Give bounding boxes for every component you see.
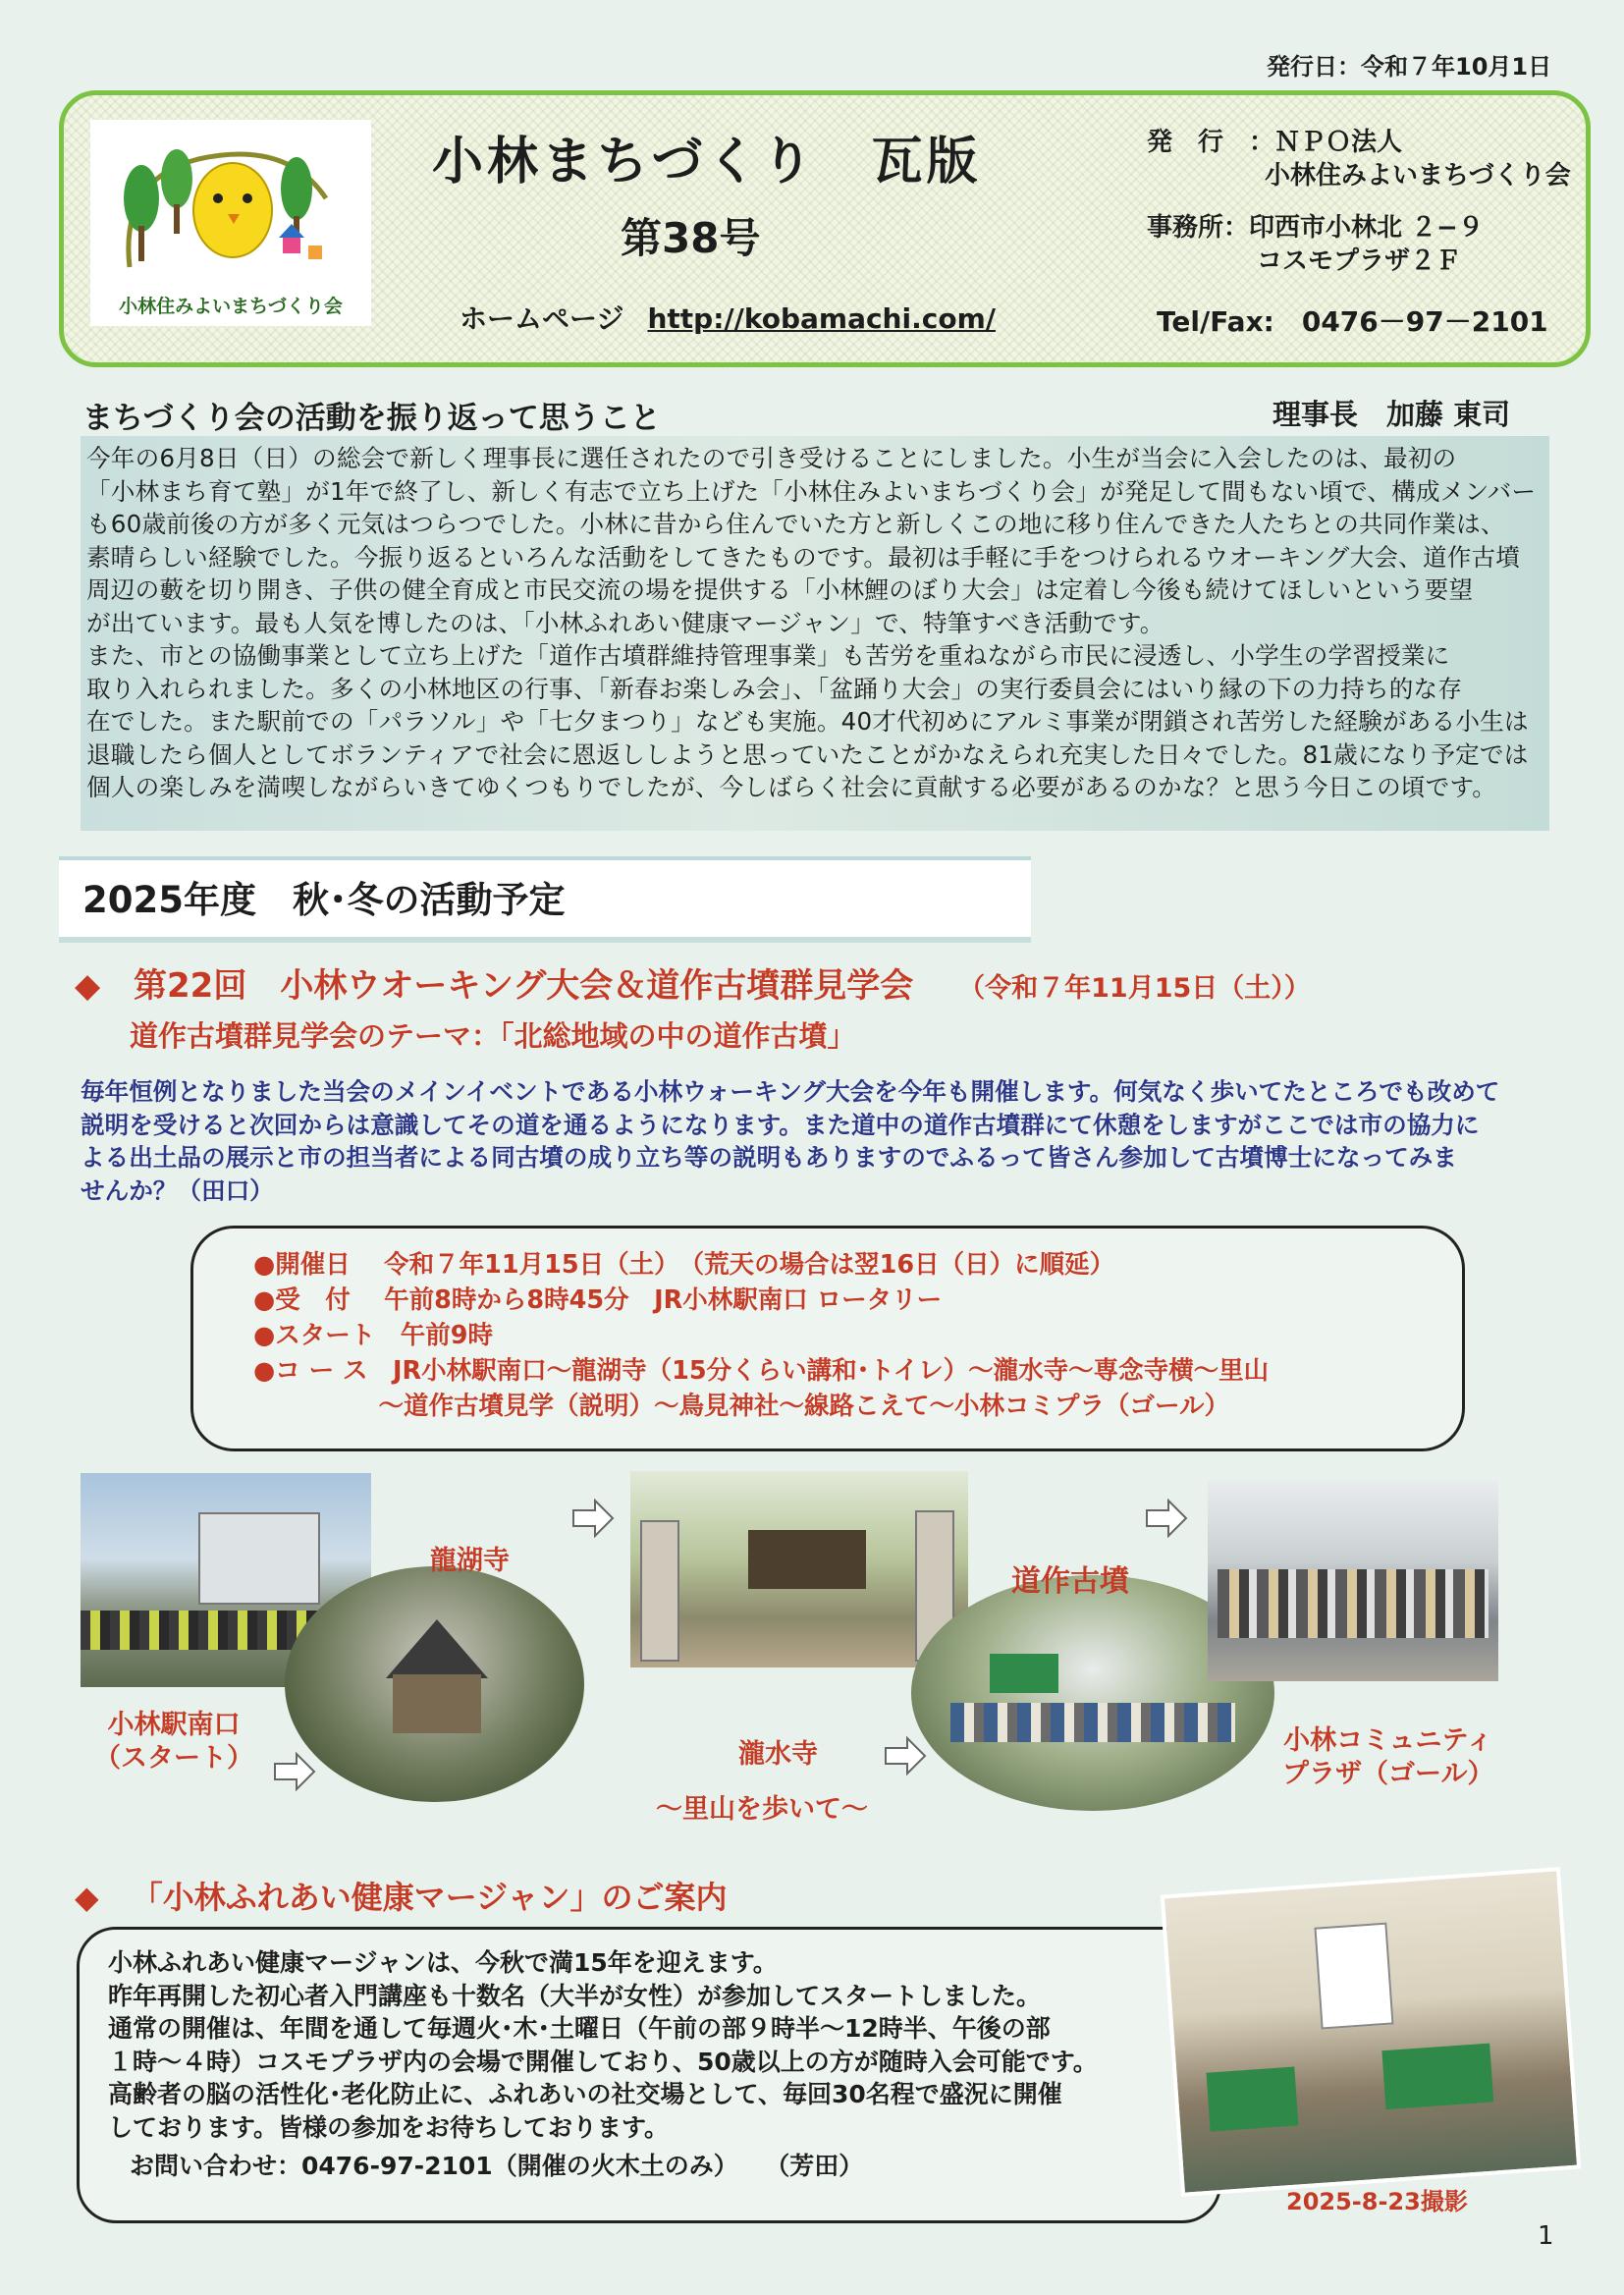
inquiry-contact: （芳田） bbox=[777, 2152, 864, 2180]
photo-community-plaza bbox=[1208, 1481, 1498, 1681]
caption-start: 小林駅南口 （スタート） bbox=[94, 1710, 253, 1774]
message-line: 素晴らしい経験でした。今振り返るといろんな活動をしてきたものです。最初は手軽に手をつけられるウオーキング大会、道作古墳 bbox=[86, 542, 1521, 572]
message-line: 個人の楽しみを満喫しながらいきてゆくつもりでしたが、今しばらく社会に貢献する必要があるのかな？と思う今日この頃です。 bbox=[86, 773, 1497, 801]
message-line: 退職したら個人としてボランティアで社会に恩返ししようと思っていたことがかなえられ充実した日々でした。81歳になり予定では bbox=[86, 739, 1529, 769]
event2-heading bbox=[75, 1873, 727, 1918]
inquiry-text: お問い合わせ：0476-97-2101（開催の火木土のみ） bbox=[130, 2152, 738, 2180]
info-date: ●開催日 令和７年11月15日（土） （荒天の場合は翌16日（日）に順延） bbox=[253, 1250, 1115, 1280]
info-course: ●コ ー ス JR小林駅南口～龍湖寺（15分くらい講和･トイレ）～瀧水寺～専念寺横～里山 bbox=[253, 1356, 1270, 1386]
event2-line: 小林ふれあい健康マージャンは、今秋で満15年を迎えます。 bbox=[108, 1948, 778, 1977]
event1-description bbox=[81, 1075, 1553, 1207]
issue-date: 発行日：令和７年10月1日 bbox=[1267, 53, 1552, 81]
arrow-right-icon bbox=[571, 1499, 615, 1538]
event1-desc-line: 毎年恒例となりました当会のメインイベントである小林ウォーキング大会を今年も開催します。何気なく歩いてたところでも改めて bbox=[81, 1077, 1500, 1106]
info-reception: ●受 付 午前8時から8時45分 JR小林駅南口 ロータリー bbox=[253, 1285, 943, 1315]
message-line: も60歳前後の方が多く元気はつらつでした。小林に昔から住んでいた方と新しくこの地に移り住んできた人たちとの共同作業は、 bbox=[86, 510, 1505, 538]
message-line: が出ています。最も人気を博したのは、「小林ふれあい健康マージャン」で、特筆すべき活動です。 bbox=[86, 608, 1164, 637]
caption-satoyama: ～里山を歩いて～ bbox=[656, 1794, 868, 1825]
event1-heading bbox=[75, 958, 1311, 1007]
event1-desc-line: よる出土品の展示と市の担当者による同古墳の成り立ち等の説明もありますのでふるって皆さん参加して古墳博士になってみま bbox=[81, 1143, 1457, 1172]
message-line: 周辺の藪を切り開き、子供の健全育成と市民交流の場を提供する「小林鯉のぼり大会」は定着し今後も続けてほしいという要望 bbox=[86, 575, 1474, 604]
message-line: また、市との協働事業として立ち上げた「道作古墳群維持管理事業」も苦労を重ねながら市民に浸透し、小学生の学習授業に bbox=[86, 641, 1450, 670]
page-number: 1 bbox=[1538, 2221, 1554, 2251]
event2-text bbox=[108, 1946, 1208, 2144]
message-author: 理事長 加藤 東司 bbox=[1272, 398, 1511, 431]
event2-line: 高齢者の脳の活性化･老化防止に、ふれあいの社交場として、毎回30名程で盛況に開催 bbox=[108, 2080, 1062, 2108]
event1-date: （令和７年11月15日（土）） bbox=[958, 973, 1311, 1004]
caption-kofun: 道作古墳 bbox=[1011, 1564, 1129, 1599]
arrow-right-icon bbox=[884, 1736, 927, 1776]
event2-inquiry bbox=[130, 2147, 863, 2182]
event1-title: 第22回 小林ウオーキング大会＆道作古墳群見学会 bbox=[134, 966, 914, 1006]
chick-logo-icon bbox=[90, 120, 371, 326]
arrow-right-icon bbox=[273, 1752, 316, 1791]
diamond-bullet-icon: ◆ bbox=[75, 1879, 99, 1916]
message-line: 今年の6月8日（日）の総会で新しく理事長に選任されたので引き受けることにしました。小生が当会に入会したのは、最初の bbox=[86, 444, 1457, 472]
photo-mahjong bbox=[1161, 1867, 1581, 2197]
office bbox=[1147, 211, 1484, 278]
info-course-cont: ～道作古墳見学（説明）～鳥見神社～線路こえて～小林コミプラ（ゴール） bbox=[253, 1392, 1229, 1421]
message-title: まちづくり会の活動を振り返って思うこと bbox=[82, 401, 661, 436]
newsletter-title: 小林まちづくり 瓦版 bbox=[432, 133, 982, 191]
photo-rosuiji bbox=[630, 1471, 968, 1667]
homepage-link[interactable]: http://kobamachi.com/ bbox=[647, 302, 996, 335]
plan-title: 2025年度 秋･冬の活動予定 bbox=[82, 879, 566, 921]
event2-line: 昨年再開した初心者入門講座も十数名（大半が女性）が参加してスタートしました。 bbox=[108, 1981, 1042, 2010]
event2-line: １時～４時）コスモプラザ内の会場で開催しており、50歳以上の方が随時入会可能です。 bbox=[108, 2047, 1098, 2076]
svg-text:小林住みよいまちづくり会: 小林住みよいまちづくり会 bbox=[119, 296, 343, 317]
event2-title: 「小林ふれあい健康マージャン」のご案内 bbox=[131, 1879, 728, 1916]
publisher bbox=[1147, 126, 1571, 192]
publisher-name: 小林住みよいまちづくり会 bbox=[1265, 161, 1571, 191]
info-start: ●スタート 午前9時 bbox=[253, 1321, 493, 1350]
logo bbox=[90, 120, 371, 326]
message-line: 「小林まち育て塾」が1年で終了し、新しく有志で立ち上げた「小林住みよいまちづくり会」が発足して間もない頃で、構成メンバー bbox=[86, 476, 1537, 506]
caption-goal: 小林コミュニティ プラザ（ゴール） bbox=[1282, 1725, 1494, 1789]
issue-number: 第38号 bbox=[621, 214, 761, 262]
arrow-right-icon bbox=[1145, 1499, 1188, 1538]
diamond-bullet-icon: ◆ bbox=[75, 966, 101, 1006]
caption-ryukoji: 龍湖寺 bbox=[430, 1546, 510, 1576]
event2-line: しております。皆様の参加をお待ちしております。 bbox=[108, 2112, 670, 2142]
message-line: 在でした。また駅前での「パラソル」や「七夕まつり」なども実施。40才代初めにアルミ事業が閉鎖され苦労した経験がある小生は bbox=[86, 707, 1529, 736]
event1-desc-line: せんか？（田口） bbox=[81, 1175, 274, 1205]
photo-date: 2025-8-23撮影 bbox=[1286, 2188, 1468, 2215]
event1-desc-line: 説明を受けると次回からは意識してその道を通るようになります。また道中の道作古墳群にて休憩をしますがここでは市の協力に bbox=[81, 1110, 1480, 1139]
caption-rosuiji: 瀧水寺 bbox=[738, 1739, 818, 1770]
event2-line: 通常の開催は、年間を通して毎週火･木･土曜日（午前の部９時半～12時半、午後の部 bbox=[108, 2014, 1051, 2043]
message-body bbox=[81, 436, 1549, 831]
event1-theme: 道作古墳群見学会のテーマ：「北総地域の中の道作古墳」 bbox=[130, 1019, 856, 1053]
office-address: 事務所：印西市小林北 ２−９ bbox=[1147, 213, 1484, 243]
homepage-label: ホームページ bbox=[460, 302, 624, 335]
publisher-label: 発 行 ：ＮＰＯ法人 bbox=[1147, 128, 1403, 157]
homepage bbox=[460, 298, 996, 337]
office-building: コスモプラザ２Ｆ bbox=[1257, 246, 1462, 276]
photo-ryukoji bbox=[285, 1566, 584, 1802]
message-line: 取り入れられました。多くの小林地区の行事、「新春お楽しみ会」、「盆踊り大会」の実行委員会にはいり縁の下の力持ち的な存 bbox=[86, 674, 1463, 703]
tel-fax: Tel/Fax: 0476－97－2101 bbox=[1157, 305, 1548, 338]
